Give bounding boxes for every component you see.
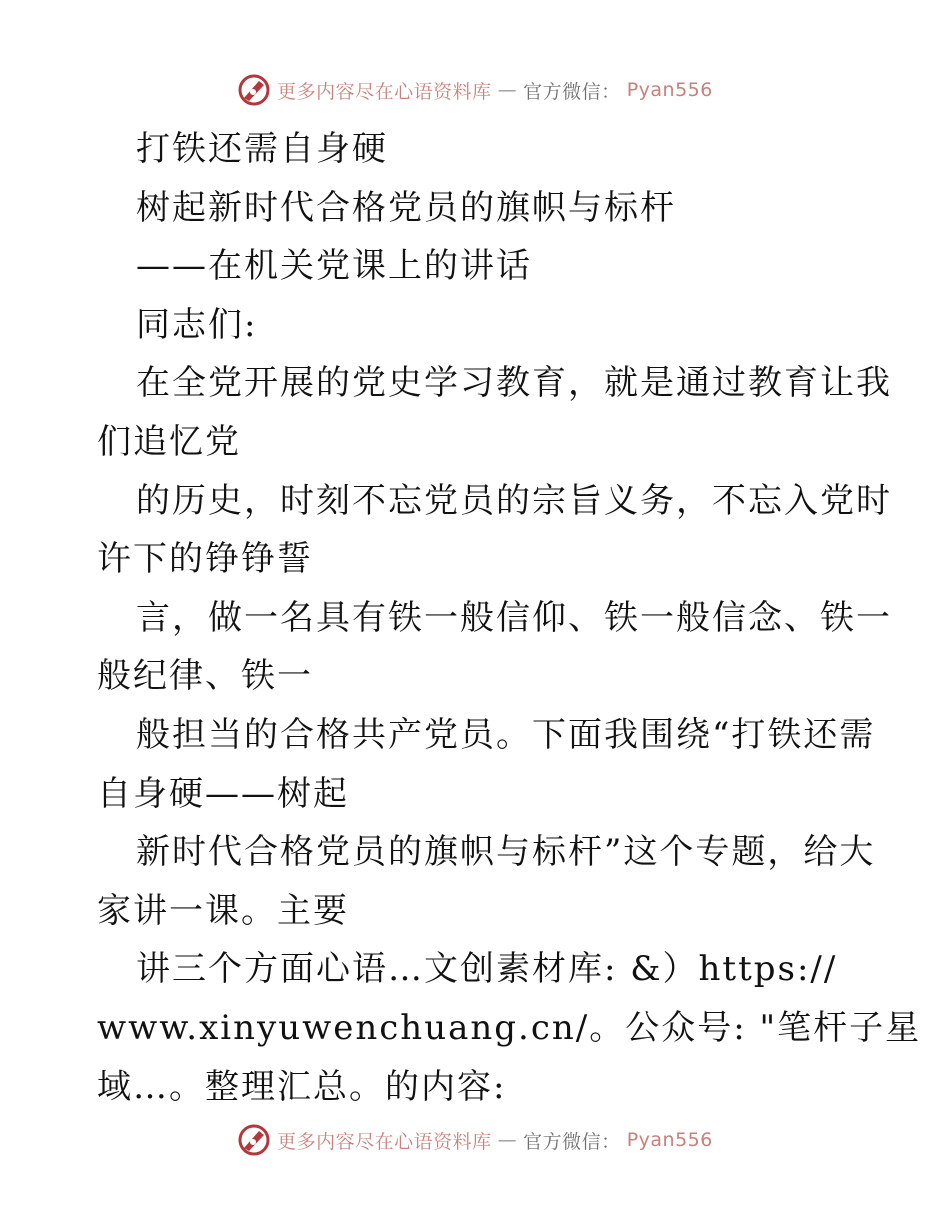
watermark-official-label: 官方微信： [523, 80, 621, 103]
document-line: ——在机关党课上的讲话 [136, 246, 532, 287]
document-line: 们追忆党 [97, 421, 241, 462]
watermark-wechat-id: Pyan556 [626, 1129, 713, 1151]
document-line: 新时代合格党员的旗帜与标杆”这个专题，给大 [136, 832, 876, 873]
document-body [97, 120, 922, 1116]
document-line: 域…。整理汇总。的内容: [97, 1066, 507, 1107]
document-line: 树起新时代合格党员的旗帜与标杆 [136, 187, 676, 228]
document-line: 打铁还需自身硬 [136, 129, 388, 169]
document-line: 般担当的合格共产党员。下面我围绕“打铁还需 [136, 714, 876, 755]
pen-logo-icon [237, 1123, 271, 1157]
watermark-official-label: 官方微信： [523, 1130, 621, 1153]
document-line: 讲三个方面心语…文创素材库: &）https:// [136, 949, 838, 990]
document-line: 许下的铮铮誓 [97, 539, 313, 580]
watermark-text: 更多内容尽在心语资料库 [277, 80, 492, 103]
document-line: 自身硬——树起 [97, 773, 349, 814]
pen-logo-icon [237, 73, 271, 107]
document-line: 同志们: [136, 304, 258, 345]
document-line: 在全党开展的党史学习教育，就是通过教育让我 [136, 363, 892, 404]
document-line: 家讲一课。主要 [97, 890, 349, 931]
document-line: www.xinyuwenchuang.cn/。公众号: "笔杆子星 [97, 1007, 922, 1048]
header-watermark [0, 70, 950, 110]
footer-watermark [0, 1120, 950, 1160]
document-line: 言，做一名具有铁一般信仰、铁一般信念、铁一 [136, 597, 892, 638]
watermark-wechat-id: Pyan556 [626, 79, 713, 101]
watermark-text: 更多内容尽在心语资料库 [277, 1130, 492, 1153]
watermark-separator: — [497, 79, 518, 101]
watermark-separator: — [497, 1129, 518, 1151]
document-line: 的历史，时刻不忘党员的宗旨义务，不忘入党时 [136, 480, 892, 521]
document-line: 般纪律、铁一 [97, 656, 313, 697]
